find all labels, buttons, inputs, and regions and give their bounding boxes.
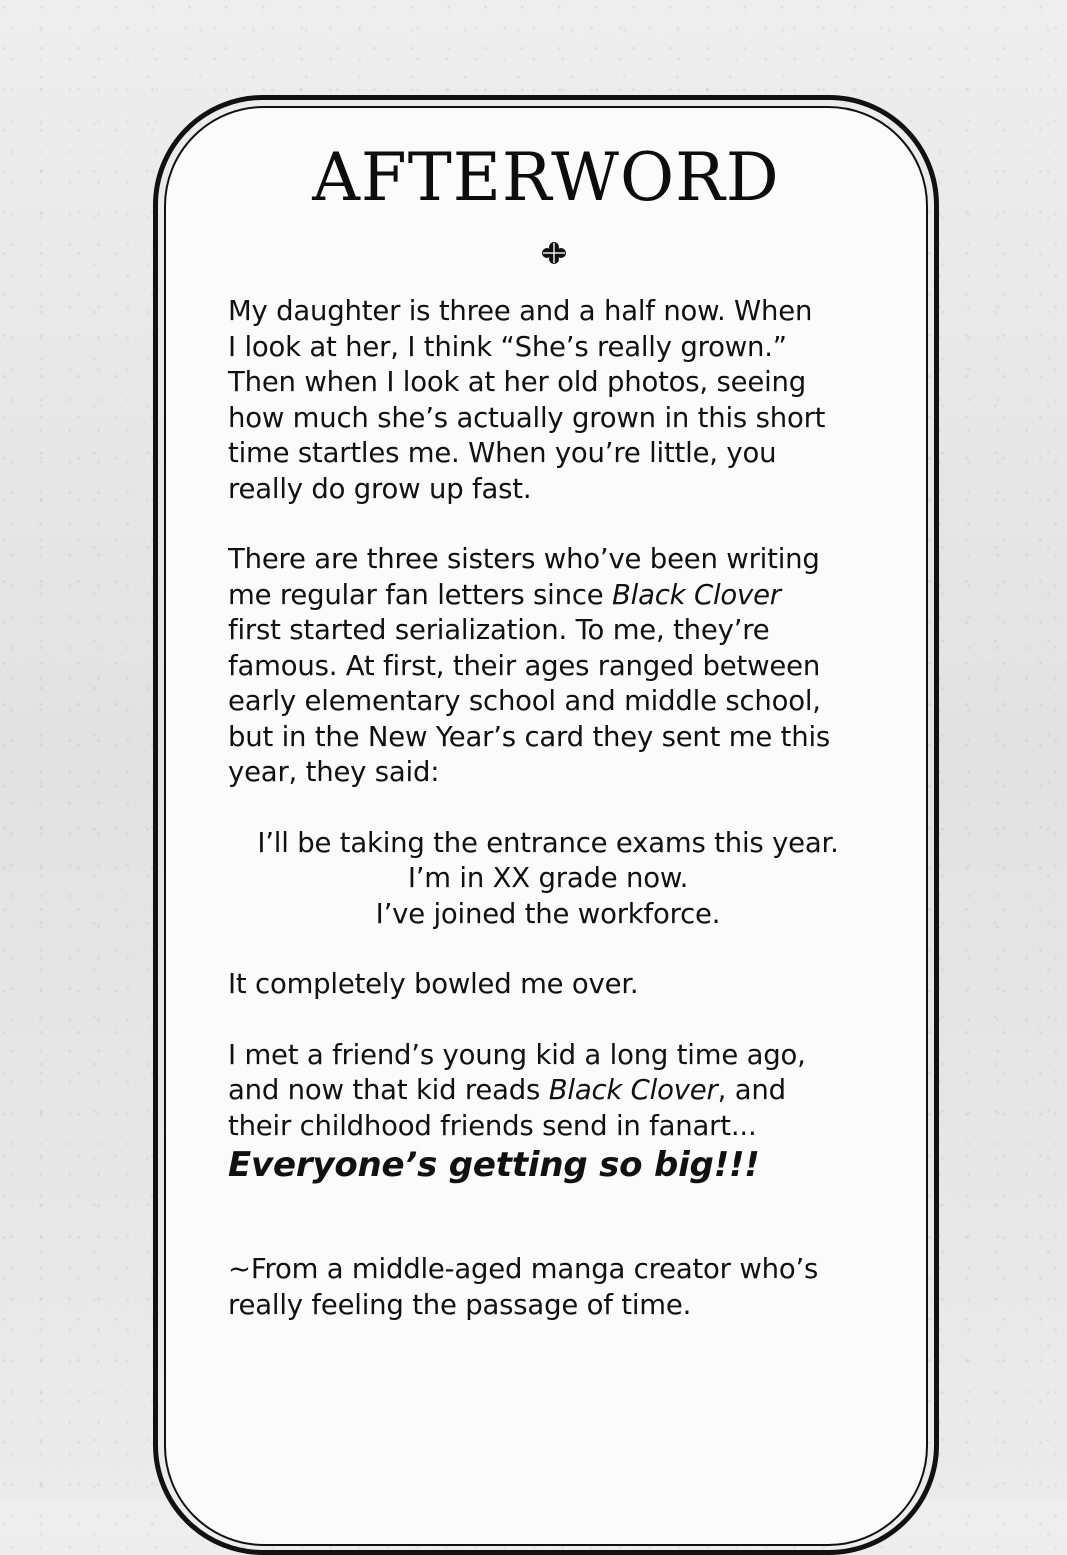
page-title: AFTERWORD — [312, 139, 780, 216]
paragraph-gap — [228, 932, 888, 967]
text-line: early elementary school and middle school, — [228, 685, 821, 717]
series-title: Black Clover — [612, 578, 781, 611]
text-line — [228, 578, 888, 614]
series-title: Black Clover — [548, 1074, 718, 1106]
emphasis-line: Everyone’s getting so big!!! — [228, 1145, 760, 1185]
text-line — [228, 1073, 888, 1109]
text-line: really feeling the passage of time. — [228, 1288, 692, 1321]
paragraph-friend — [228, 1038, 888, 1185]
text-line: first started serialization. To me, they’re — [228, 614, 770, 646]
quote-line: I’m in XX grade now. — [407, 862, 689, 894]
text-line: but in the New Year’s card they sent me this — [228, 720, 831, 753]
text-line: really do grow up fast. — [228, 472, 532, 505]
paragraph-sisters — [228, 542, 888, 791]
text-line: year, they said: — [228, 756, 440, 788]
paragraph-gap — [228, 1003, 888, 1038]
text-line: time startles me. When you’re little, you — [228, 437, 777, 469]
paragraph-bowled-over — [228, 967, 888, 1003]
text-line: their childhood friends send in fanart... — [228, 1109, 757, 1142]
paragraph-daughter — [228, 294, 888, 507]
afterword-body — [228, 294, 888, 1323]
text-fragment: and now that kid reads — [228, 1074, 549, 1106]
clover-icon — [540, 240, 568, 268]
text-fragment: , and — [717, 1074, 786, 1106]
paragraph-gap — [228, 1184, 888, 1252]
text-line: Then when I look at her old photos, seeing — [228, 366, 806, 398]
text-line: I met a friend’s young kid a long time ago, — [228, 1038, 806, 1071]
text-line: My daughter is three and a half now. When — [228, 295, 813, 327]
quote-line: I’ll be taking the entrance exams this year. — [257, 826, 839, 859]
quote-line: I’ve joined the workforce. — [375, 897, 721, 930]
paragraph-gap — [228, 507, 888, 542]
text-line: There are three sisters who’ve been writing — [228, 543, 820, 575]
text-fragment: me regular fan letters since — [228, 578, 612, 611]
text-line: famous. At first, their ages ranged between — [228, 649, 821, 682]
quote-block — [208, 826, 888, 933]
paragraph-gap — [228, 791, 888, 826]
text-line: I look at her, I think “She’s really grown.” — [228, 330, 787, 363]
text-line: how much she’s actually grown in this short — [228, 401, 826, 434]
text-line: ~From a middle-aged manga creator who’s — [228, 1253, 819, 1285]
text-line: It completely bowled me over. — [228, 968, 639, 1000]
signature — [228, 1252, 888, 1323]
